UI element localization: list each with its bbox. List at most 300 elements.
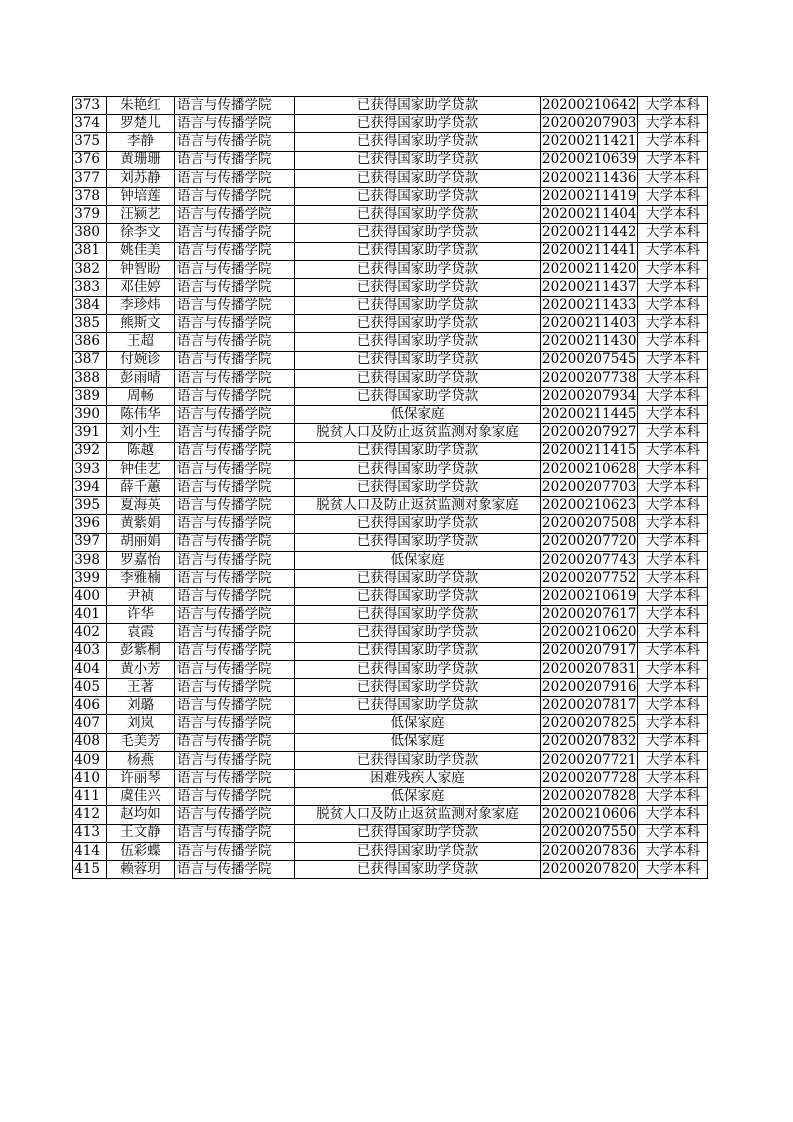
table-row [73, 406, 708, 424]
row-number-cell: 382 [73, 260, 107, 278]
aid-status-cell: 已获得国家助学贷款 [295, 624, 541, 642]
student-name-cell: 李珍炜 [107, 297, 175, 315]
education-level-cell: 大学本科 [638, 624, 708, 642]
student-id-cell: 20200211421 [542, 133, 637, 150]
aid-status-cell: 已获得国家助学贷款 [295, 860, 541, 878]
student-id-cell: 20200207703 [542, 478, 637, 495]
college-cell: 语言与传播学院 [175, 224, 295, 242]
college-cell: 语言与传播学院 [175, 533, 295, 551]
education-level-cell: 大学本科 [638, 333, 708, 351]
education-level-cell: 大学本科 [638, 297, 708, 315]
student-name-cell: 王著 [107, 679, 175, 697]
education-level-cell: 大学本科 [638, 97, 708, 115]
aid-status-cell: 已获得国家助学贷款 [295, 115, 541, 133]
college-cell: 语言与传播学院 [175, 515, 295, 533]
education-level-cell: 大学本科 [638, 278, 708, 296]
student-name-cell: 尹祯 [107, 588, 175, 606]
education-level-cell: 大学本科 [638, 460, 708, 478]
table-row [73, 388, 708, 406]
table-row [73, 333, 708, 351]
education-level-cell: 大学本科 [638, 406, 708, 424]
education-level-cell: 大学本科 [638, 697, 708, 715]
aid-status-cell: 已获得国家助学贷款 [295, 588, 541, 606]
student-id-cell: 20200207836 [542, 842, 637, 859]
college-cell: 语言与传播学院 [175, 606, 295, 624]
table-row [73, 642, 708, 660]
aid-status-cell: 低保家庭 [295, 715, 541, 733]
aid-status-cell: 低保家庭 [295, 733, 541, 751]
aid-status-cell: 已获得国家助学贷款 [295, 169, 541, 187]
student-name-cell: 陈越 [107, 442, 175, 460]
education-level-cell: 大学本科 [638, 715, 708, 733]
student-name-cell: 许丽琴 [107, 769, 175, 787]
education-level-cell: 大学本科 [638, 478, 708, 496]
student-name-cell: 汪颍艺 [107, 206, 175, 224]
row-number-cell: 411 [73, 788, 107, 806]
row-number-cell: 387 [73, 351, 107, 369]
row-number-cell: 396 [73, 515, 107, 533]
student-name-cell: 王文静 [107, 824, 175, 842]
student-id-cell: 20200211437 [542, 278, 637, 295]
table-row [73, 842, 708, 860]
row-number-cell: 400 [73, 588, 107, 606]
row-number-cell: 399 [73, 569, 107, 587]
student-id-cell: 20200207917 [542, 642, 637, 659]
student-name-cell: 薛千蕙 [107, 478, 175, 496]
college-cell: 语言与传播学院 [175, 297, 295, 315]
row-number-cell: 397 [73, 533, 107, 551]
table-row [73, 151, 708, 169]
student-aid-table [72, 96, 708, 879]
table-row [73, 679, 708, 697]
student-name-cell: 刘小生 [107, 424, 175, 442]
table-row [73, 769, 708, 787]
student-name-cell: 毛美芳 [107, 733, 175, 751]
table-row [73, 860, 708, 878]
education-level-cell: 大学本科 [638, 842, 708, 860]
student-name-cell: 朱艳红 [107, 97, 175, 115]
table-row [73, 824, 708, 842]
student-id-cell: 20200210639 [542, 151, 637, 168]
table-row [73, 478, 708, 496]
student-id-cell: 20200210623 [542, 496, 637, 513]
college-cell: 语言与传播学院 [175, 278, 295, 296]
education-level-cell: 大学本科 [638, 860, 708, 878]
row-number-cell: 389 [73, 388, 107, 406]
row-number-cell: 388 [73, 369, 107, 387]
aid-status-cell: 已获得国家助学贷款 [295, 660, 541, 678]
aid-status-cell: 已获得国家助学贷款 [295, 315, 541, 333]
aid-status-cell: 已获得国家助学贷款 [295, 515, 541, 533]
education-level-cell: 大学本科 [638, 133, 708, 151]
table-row [73, 169, 708, 187]
student-name-cell: 赖蓉玥 [107, 860, 175, 878]
aid-status-cell: 脱贫人口及防止返贫监测对象家庭 [295, 806, 541, 824]
student-id-cell: 20200207903 [542, 115, 637, 132]
student-id-cell: 20200207721 [542, 751, 637, 768]
row-number-cell: 391 [73, 424, 107, 442]
college-cell: 语言与传播学院 [175, 260, 295, 278]
student-id-cell: 20200207508 [542, 515, 637, 532]
table-row [73, 351, 708, 369]
table-row [73, 606, 708, 624]
student-id-cell: 20200210628 [542, 460, 637, 477]
education-level-cell: 大学本科 [638, 497, 708, 515]
education-level-cell: 大学本科 [638, 551, 708, 569]
student-name-cell: 李静 [107, 133, 175, 151]
student-name-cell: 罗嘉怡 [107, 551, 175, 569]
row-number-cell: 407 [73, 715, 107, 733]
student-id-cell: 20200210620 [542, 624, 637, 641]
student-id-cell: 20200210619 [542, 587, 637, 604]
college-cell: 语言与传播学院 [175, 679, 295, 697]
aid-status-cell: 已获得国家助学贷款 [295, 697, 541, 715]
education-level-cell: 大学本科 [638, 660, 708, 678]
aid-status-cell: 已获得国家助学贷款 [295, 242, 541, 260]
aid-status-cell: 脱贫人口及防止返贫监测对象家庭 [295, 424, 541, 442]
student-id-cell: 20200207738 [542, 369, 637, 386]
college-cell: 语言与传播学院 [175, 169, 295, 187]
education-level-cell: 大学本科 [638, 369, 708, 387]
table-row [73, 660, 708, 678]
student-name-cell: 刘苏静 [107, 169, 175, 187]
aid-status-cell: 已获得国家助学贷款 [295, 751, 541, 769]
education-level-cell: 大学本科 [638, 788, 708, 806]
education-level-cell: 大学本科 [638, 206, 708, 224]
student-name-cell: 王超 [107, 333, 175, 351]
education-level-cell: 大学本科 [638, 260, 708, 278]
college-cell: 语言与传播学院 [175, 406, 295, 424]
college-cell: 语言与传播学院 [175, 769, 295, 787]
student-name-cell: 许华 [107, 606, 175, 624]
aid-status-cell: 已获得国家助学贷款 [295, 842, 541, 860]
college-cell: 语言与传播学院 [175, 660, 295, 678]
college-cell: 语言与传播学院 [175, 642, 295, 660]
aid-status-cell: 已获得国家助学贷款 [295, 133, 541, 151]
student-name-cell: 邓佳婷 [107, 278, 175, 296]
college-cell: 语言与传播学院 [175, 424, 295, 442]
table-row [73, 588, 708, 606]
student-id-cell: 20200207825 [542, 715, 637, 732]
aid-status-cell: 已获得国家助学贷款 [295, 224, 541, 242]
aid-status-cell: 已获得国家助学贷款 [295, 388, 541, 406]
student-name-cell: 胡丽娟 [107, 533, 175, 551]
student-name-cell: 彭紫桐 [107, 642, 175, 660]
table-row [73, 751, 708, 769]
education-level-cell: 大学本科 [638, 751, 708, 769]
student-id-cell: 20200207927 [542, 424, 637, 441]
education-level-cell: 大学本科 [638, 588, 708, 606]
student-id-cell: 20200211419 [542, 187, 637, 204]
education-level-cell: 大学本科 [638, 187, 708, 205]
education-level-cell: 大学本科 [638, 224, 708, 242]
college-cell: 语言与传播学院 [175, 624, 295, 642]
student-id-cell: 20200207728 [542, 769, 637, 786]
college-cell: 语言与传播学院 [175, 242, 295, 260]
aid-status-cell: 已获得国家助学贷款 [295, 333, 541, 351]
aid-status-cell: 已获得国家助学贷款 [295, 351, 541, 369]
table-row [73, 369, 708, 387]
education-level-cell: 大学本科 [638, 169, 708, 187]
table-row [73, 206, 708, 224]
table-row [73, 515, 708, 533]
college-cell: 语言与传播学院 [175, 715, 295, 733]
student-id-cell: 20200207916 [542, 678, 637, 695]
education-level-cell: 大学本科 [638, 824, 708, 842]
row-number-cell: 393 [73, 460, 107, 478]
aid-status-cell: 已获得国家助学贷款 [295, 478, 541, 496]
aid-status-cell: 已获得国家助学贷款 [295, 369, 541, 387]
row-number-cell: 401 [73, 606, 107, 624]
row-number-cell: 374 [73, 115, 107, 133]
student-id-cell: 20200207820 [542, 860, 637, 877]
aid-status-cell: 已获得国家助学贷款 [295, 187, 541, 205]
student-id-cell: 20200211430 [542, 333, 637, 350]
student-name-cell: 黄小芳 [107, 660, 175, 678]
row-number-cell: 379 [73, 206, 107, 224]
student-id-cell: 20200210642 [542, 96, 637, 113]
row-number-cell: 385 [73, 315, 107, 333]
student-name-cell: 刘璐 [107, 697, 175, 715]
row-number-cell: 413 [73, 824, 107, 842]
student-id-cell: 20200211403 [542, 315, 637, 332]
student-id-cell: 20200211436 [542, 169, 637, 186]
student-name-cell: 李雅楠 [107, 569, 175, 587]
aid-status-cell: 已获得国家助学贷款 [295, 606, 541, 624]
row-number-cell: 414 [73, 842, 107, 860]
student-id-cell: 20200207831 [542, 660, 637, 677]
table-row [73, 715, 708, 733]
college-cell: 语言与传播学院 [175, 115, 295, 133]
education-level-cell: 大学本科 [638, 151, 708, 169]
row-number-cell: 377 [73, 169, 107, 187]
row-number-cell: 395 [73, 497, 107, 515]
college-cell: 语言与传播学院 [175, 824, 295, 842]
table-row [73, 224, 708, 242]
education-level-cell: 大学本科 [638, 115, 708, 133]
table-row [73, 624, 708, 642]
row-number-cell: 381 [73, 242, 107, 260]
aid-status-cell: 困难残疾人家庭 [295, 769, 541, 787]
aid-status-cell: 脱贫人口及防止返贫监测对象家庭 [295, 497, 541, 515]
row-number-cell: 394 [73, 478, 107, 496]
student-name-cell: 杨燕 [107, 751, 175, 769]
aid-status-cell: 已获得国家助学贷款 [295, 642, 541, 660]
aid-status-cell: 已获得国家助学贷款 [295, 260, 541, 278]
row-number-cell: 404 [73, 660, 107, 678]
college-cell: 语言与传播学院 [175, 206, 295, 224]
college-cell: 语言与传播学院 [175, 788, 295, 806]
education-level-cell: 大学本科 [638, 569, 708, 587]
table-row [73, 115, 708, 133]
student-id-cell: 20200211420 [542, 260, 637, 277]
aid-status-cell: 低保家庭 [295, 788, 541, 806]
college-cell: 语言与传播学院 [175, 697, 295, 715]
student-name-cell: 熊斯文 [107, 315, 175, 333]
row-number-cell: 402 [73, 624, 107, 642]
college-cell: 语言与传播学院 [175, 369, 295, 387]
row-number-cell: 392 [73, 442, 107, 460]
college-cell: 语言与传播学院 [175, 569, 295, 587]
education-level-cell: 大学本科 [638, 242, 708, 260]
student-name-cell: 钟智盼 [107, 260, 175, 278]
education-level-cell: 大学本科 [638, 769, 708, 787]
student-name-cell: 袁霞 [107, 624, 175, 642]
table-row [73, 733, 708, 751]
aid-status-cell: 已获得国家助学贷款 [295, 206, 541, 224]
student-name-cell: 伍彩蝶 [107, 842, 175, 860]
student-name-cell: 罗楚儿 [107, 115, 175, 133]
student-id-cell: 20200211445 [542, 406, 637, 423]
student-id-cell: 20200207743 [542, 551, 637, 568]
row-number-cell: 378 [73, 187, 107, 205]
table-row [73, 697, 708, 715]
student-name-cell: 钟培莲 [107, 187, 175, 205]
row-number-cell: 412 [73, 806, 107, 824]
table-row [73, 806, 708, 824]
table-row [73, 424, 708, 442]
row-number-cell: 403 [73, 642, 107, 660]
row-number-cell: 375 [73, 133, 107, 151]
student-name-cell: 钟佳艺 [107, 460, 175, 478]
aid-status-cell: 已获得国家助学贷款 [295, 97, 541, 115]
student-id-cell: 20200207720 [542, 533, 637, 550]
row-number-cell: 380 [73, 224, 107, 242]
college-cell: 语言与传播学院 [175, 315, 295, 333]
table-row [73, 260, 708, 278]
row-number-cell: 406 [73, 697, 107, 715]
student-name-cell: 付婉诊 [107, 351, 175, 369]
college-cell: 语言与传播学院 [175, 97, 295, 115]
row-number-cell: 383 [73, 278, 107, 296]
student-name-cell: 徐李文 [107, 224, 175, 242]
student-id-cell: 20200211433 [542, 296, 637, 313]
student-name-cell: 虞佳兴 [107, 788, 175, 806]
education-level-cell: 大学本科 [638, 515, 708, 533]
education-level-cell: 大学本科 [638, 351, 708, 369]
table-row [73, 569, 708, 587]
table-row [73, 788, 708, 806]
row-number-cell: 384 [73, 297, 107, 315]
table-body [73, 97, 708, 879]
row-number-cell: 373 [73, 97, 107, 115]
aid-status-cell: 已获得国家助学贷款 [295, 460, 541, 478]
college-cell: 语言与传播学院 [175, 388, 295, 406]
row-number-cell: 386 [73, 333, 107, 351]
row-number-cell: 410 [73, 769, 107, 787]
student-id-cell: 20200211441 [542, 242, 637, 259]
table-row [73, 551, 708, 569]
student-id-cell: 20200207832 [542, 733, 637, 750]
education-level-cell: 大学本科 [638, 606, 708, 624]
student-name-cell: 黄紫娟 [107, 515, 175, 533]
education-level-cell: 大学本科 [638, 533, 708, 551]
student-id-cell: 20200207545 [542, 351, 637, 368]
education-level-cell: 大学本科 [638, 424, 708, 442]
college-cell: 语言与传播学院 [175, 551, 295, 569]
table-row [73, 242, 708, 260]
education-level-cell: 大学本科 [638, 806, 708, 824]
college-cell: 语言与传播学院 [175, 842, 295, 860]
student-id-cell: 20200207550 [542, 824, 637, 841]
table-row [73, 297, 708, 315]
college-cell: 语言与传播学院 [175, 733, 295, 751]
table-row [73, 497, 708, 515]
student-id-cell: 20200211404 [542, 205, 637, 222]
college-cell: 语言与传播学院 [175, 151, 295, 169]
education-level-cell: 大学本科 [638, 315, 708, 333]
row-number-cell: 376 [73, 151, 107, 169]
aid-status-cell: 低保家庭 [295, 406, 541, 424]
student-name-cell: 姚佳美 [107, 242, 175, 260]
student-id-cell: 20200207828 [542, 787, 637, 804]
college-cell: 语言与传播学院 [175, 497, 295, 515]
student-id-cell: 20200207934 [542, 387, 637, 404]
education-level-cell: 大学本科 [638, 733, 708, 751]
row-number-cell: 405 [73, 679, 107, 697]
student-id-cell: 20200211415 [542, 442, 637, 459]
college-cell: 语言与传播学院 [175, 588, 295, 606]
education-level-cell: 大学本科 [638, 442, 708, 460]
student-id-cell: 20200207617 [542, 606, 637, 623]
education-level-cell: 大学本科 [638, 642, 708, 660]
aid-status-cell: 低保家庭 [295, 551, 541, 569]
college-cell: 语言与传播学院 [175, 442, 295, 460]
student-name-cell: 彭雨晴 [107, 369, 175, 387]
aid-status-cell: 已获得国家助学贷款 [295, 442, 541, 460]
student-id-cell: 20200207817 [542, 697, 637, 714]
student-id-cell: 20200207752 [542, 569, 637, 586]
student-name-cell: 周畅 [107, 388, 175, 406]
table-row [73, 442, 708, 460]
student-id-cell: 20200211442 [542, 224, 637, 241]
table-row [73, 460, 708, 478]
education-level-cell: 大学本科 [638, 679, 708, 697]
table-row [73, 133, 708, 151]
table-row [73, 315, 708, 333]
aid-status-cell: 已获得国家助学贷款 [295, 569, 541, 587]
table-row [73, 97, 708, 115]
college-cell: 语言与传播学院 [175, 478, 295, 496]
table-row [73, 187, 708, 205]
row-number-cell: 408 [73, 733, 107, 751]
student-id-cell: 20200210606 [542, 806, 637, 823]
row-number-cell: 398 [73, 551, 107, 569]
college-cell: 语言与传播学院 [175, 187, 295, 205]
table-row [73, 533, 708, 551]
aid-status-cell: 已获得国家助学贷款 [295, 297, 541, 315]
row-number-cell: 415 [73, 860, 107, 878]
college-cell: 语言与传播学院 [175, 460, 295, 478]
student-name-cell: 黄珊珊 [107, 151, 175, 169]
student-name-cell: 刘岚 [107, 715, 175, 733]
education-level-cell: 大学本科 [638, 388, 708, 406]
college-cell: 语言与传播学院 [175, 351, 295, 369]
aid-status-cell: 已获得国家助学贷款 [295, 278, 541, 296]
student-name-cell: 赵均如 [107, 806, 175, 824]
aid-status-cell: 已获得国家助学贷款 [295, 824, 541, 842]
student-name-cell: 陈伟华 [107, 406, 175, 424]
student-name-cell: 夏海英 [107, 497, 175, 515]
college-cell: 语言与传播学院 [175, 806, 295, 824]
row-number-cell: 409 [73, 751, 107, 769]
college-cell: 语言与传播学院 [175, 860, 295, 878]
aid-status-cell: 已获得国家助学贷款 [295, 679, 541, 697]
college-cell: 语言与传播学院 [175, 133, 295, 151]
college-cell: 语言与传播学院 [175, 333, 295, 351]
aid-status-cell: 已获得国家助学贷款 [295, 533, 541, 551]
row-number-cell: 390 [73, 406, 107, 424]
